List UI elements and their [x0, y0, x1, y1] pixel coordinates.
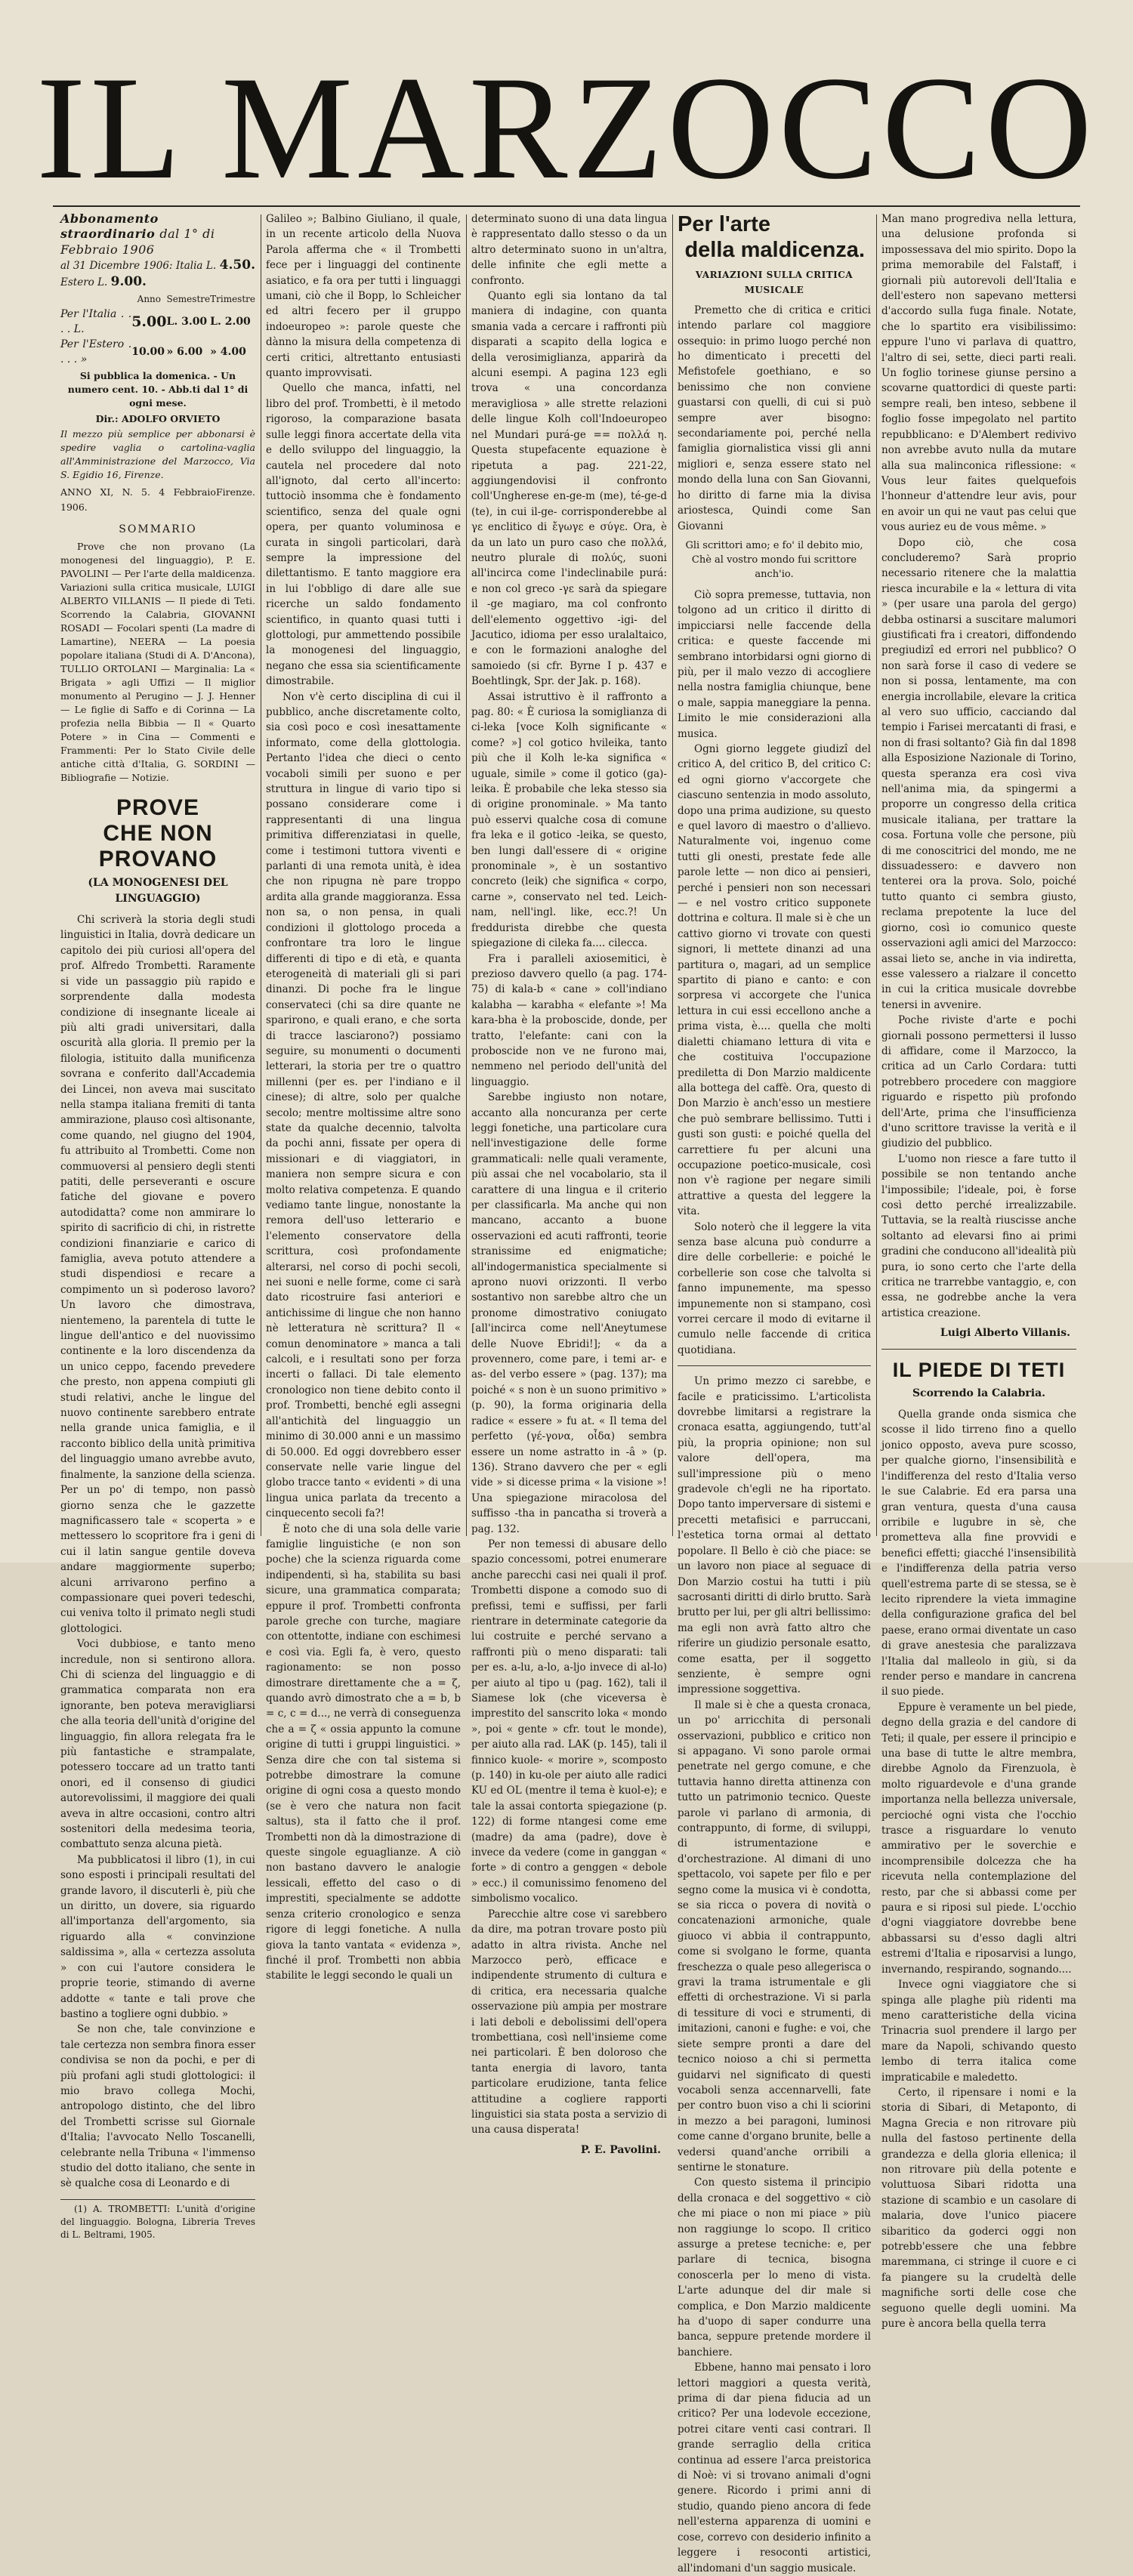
- issue-line: [60, 485, 255, 516]
- article2-paragraph: L'uomo non riesce a fare tutto il possibile se non tentando anche l'impossibile; l'ideale, poi, è forse così detto perché irrealizzabile. Tuttavia, se la realtà riuscisse anche soltanto ad elevarsi fino ai primi gradini che conducono all'idealità più pura, io sono certo che l'arte della critica ne trarrebbe vantaggio, e, con essa, ne godrebbe anche la vera artistica creazione.: [881, 1152, 1076, 1319]
- article1-paragraph: Quello che manca, infatti, nel libro del prof. Trombetti, è il metodo rigoroso, la comparazione basata sulle leggi finora accertate della vita e dello sviluppo del linguaggio, la cautela nel procedere dal noto all'ignoto, dal certo all'incerto: tuttociò insomma che è fondamento scientifico, senza del quale ogni opera, per quanto voluminosa e curata in singoli particolari, darà sempre la impressione del dilettantismo. E tanto maggiore era in lui l'obbligo di dare alle sue ricerche un saldo fondamento scientifico, in quanto quasi tutti i glottologi, pur ammettendo possibile la monogenesi del linguaggio, negano che essa sia scientificamente dimostrabile.: [266, 382, 461, 688]
- article1-paragraph: Parecchie altre cose vi sarebbero da dire, ma potran trovare posto più adatto in altra rivista. Anche nel Marzocco però, efficace e indipendente strumento di cultura e di critica, era necessaria qualche osservazione più ampia per mostrare i lati deboli e debolissimi dell'opera trombettiana, così nell'insieme come nei particolari. È ben doloroso che tanta energia di lavoro, tanta particolare erudizione, tanta felice attitudine a cogliere rapporti linguistici sia stata posta a servizio di una causa disperata!: [471, 1908, 667, 2136]
- article2-paragraph: Un primo mezzo ci sarebbe, e facile e praticissimo. L'articolista dovrebbe limitarsi a registrare la cronaca esatta, aggiungendo, tutt'al più, la propria opinione; non sul valore dell'opera, ma sull'impressione più o meno gradevole ch'egli ne ha riportato. Dopo tanto imperversare di sistemi e precetti metafisici e parruccani, l'estetica torna ormai al dettato popolare. Il Bello è ciò che piace: se un lavoro non piace al seguace di Don Marzio costui ha tutti i più sacrosanti diritti di dirlo brutto. Sarà brutto per lui, per gli altri bellissimo: ma egli non avrà fatto altro che riferire un giudizio personale esatto, come esatta, per il soggetto senziente, è sempre ogni impressione soggettiva.: [678, 1375, 871, 1696]
- article2-subtitle: VARIAZIONI SULLA CRITICA MUSICALE: [695, 270, 854, 296]
- col-year-label: Anno: [137, 294, 162, 305]
- article1-title-a: PROVE: [116, 795, 200, 821]
- subscription-instructions: Il mezzo più semplice per abbonarsi è spedire vaglia o cartolina-vaglia all'Amministrazione del Marzocco, Via S. Egidio 16, Firenze.: [60, 428, 255, 481]
- article1-paragraph: Galileo »; Balbino Giuliano, il quale, in un recente articolo della Nuova Parola afferma che « il Trombetti fece per i linguaggi del continente asiatico, e fa ora per tutti i linguaggi umani, ciò che il Bopp, lo Schleicher ed altri fecero per il gruppo indoeuropeo »: parole queste che dànno la misura della competenza di certi critici, altrettanto entusiasti quanto improvvisati.: [266, 213, 461, 380]
- issue-number: ANNO XI, N. 5. 4 Febbraio 1906.: [60, 486, 216, 514]
- column-5: [881, 211, 1076, 2331]
- masthead-title: IL MARZOCCO: [36, 46, 1097, 210]
- article1-paragraph: Assai istruttivo è il raffronto a pag. 80: « È curiosa la somiglianza di ci-leka [voce Kolh significante « come? »] col gotico hvileika, tanto più che il Kolh le-ka significa « uguale, simile » come il gotico (ga)-leika. È probabile che leka stesso sia di origine pronominale. » Ma tanto può esservi qualche cosa di comune fra leka e il gotico -leika, se questo, ben lungi dall'essere di « origine pronominale », è un sostantivo concreto (leik) che significa « corpo, carne », conservato nel ted. Leich-nam, nell'ingl. like, ecc.?! Un freddurista direbbe che questa spiegazione di cileka fa.... cilecca.: [471, 690, 667, 950]
- italy-row-label: Per l'Italia . . . . L.: [60, 308, 132, 336]
- article2-paragraph: Premetto che di critica e critici intendo parlare col maggiore ossequio: in primo luogo perché non ho dimenticato i precetti del Mefistofele goethiano, e so benissimo che non conviene guastarsi con quelli, di cui si può sempre aver bisogno: secondariamente poi, perché nella famiglia giornalistica vissi gli anni migliori e, senza essere stato nel mondo della luna con San Giovanni, ho diritto di farne mia la divisa ariostesca, Quindi come San Giovanni: [678, 304, 871, 532]
- price-table: [60, 292, 255, 367]
- article2-paragraph: Con questo sistema il principio della cronaca e del soggettivo « ciò che mi piace o non mi piace » più non raggiunge lo scopo. Il critico assurge a pretese tecniche: e, per parlare di tecnica, bisogna conoscerla per lo meno di vista. L'arte adunque del dir male si complica, e Don Marzio maldicente ha d'uopo di saper condurre una banca, seppure pretende mordere il banchiere.: [678, 2176, 871, 2359]
- article2-paragraph: Man mano progrediva nella lettura, una delusione profonda si impossessava del mio spirito. Dopo la prima memorabile del Falstaff, i giornali più autorevoli dell'Italia e dell'estero non sapevano mettersi d'accordo sulla fuga finale. Notate, che lo spartito era visibilissimo: eppure l'uno vi parlava di quattro, l'altro di sei, sette, dieci parti reali. Un foglio torinese giunse persino a scovarne quattordici di queste parti: sempre reali, ben inteso, sebbene il foglio fosse impegolato nel partito repubblicano: e D'Alembert redivivo non avrebbe avuto nulla da mutare alla sua malinconica riflessione: « Vous leur faites quelquefois l'honneur d'attendre leur avis, pour en avoir un qui ne vaut pas celui que vous auriez eu de vous même. »: [881, 213, 1076, 534]
- article3-paragraph: Quella grande onda sismica che scosse il lido tirreno fino a quello jonico opposto, aveva pure scosso, per qualche giorno, l'insensibilità e l'indifferenza del resto d'Italia verso le sue Calabrie. Ed era parsa una gran ventura, questa d'una causa orribile e lugubre in sè, che prometteva alla fine provvidi e benefici effetti; giacché l'insensibilità e l'indifferenza della patria verso quell'estrema parte di se stessa, se è lecito riprendere la vieta immagine della configurazione grafica del bel paese, erano ormai diventate un caso di grave anestesia che paralizzava l'Italia dal malleolo in giù, si da render perso e mandare in cancrena il suo piede.: [881, 1408, 1076, 1698]
- column-rule-4: [876, 214, 877, 1536]
- article1-paragraph: Sarebbe ingiusto non notare, accanto alla noncuranza per certe leggi fonetiche, una particolare cura nell'investigazione delle forme grammaticali: nelle quali veramente, più assai che nel vocabolario, sta il carattere di una lingua e il criterio per classificarla. Ma anche qui non mancano, accanto a buone osservazioni ed acuti raffronti, teorie stranissime ed enigmatiche; all'indogermanistica specialmente si aprono nuovi orizzonti. Il verbo sostantivo non sarebbe altro che un pronome dimostrativo coniugato [all'incirca come nell'Aneytumese delle Nuove Ebridi!]; « da a provennero, come pare, i temi ar- e as- del verbo essere » (pag. 137); ma poiché « s non è un suono primitivo » (p. 90), la forma originaria della radice « essere » fu at. « Il tema del perfetto (γέ-γονα, οἶδα) sembra essere un nome astratto in -â » (p. 136). Strano davvero che per « egli vide » si dicesse prima « la visione »! Una spiegazione miracolosa del suffisso -tha in pancatha si troverà a pag. 132.: [471, 1091, 667, 1535]
- section-separator: [881, 1349, 1076, 1350]
- article1-paragraph: È noto che di una sola delle varie famiglie linguistiche (e non son poche) che la scienza riguarda come indipendenti, sì ha, stabilita su basi sicure, una grammatica comparata; eppure il prof. Trombetti confronta parole greche con turche, magiare con ottentotte, indiane con eschimesi e così via. Egli fa, è vero, questo ragionamento: se non posso dimostrare direttamente che a = ζ, quando avrò dimostrato che a = b, b = c, c = d..., ne verrà di conseguenza che a = ζ « ossia appunto la comune origine di tutti i gruppi linguistici. » Senza dire che con tal sistema si potrebbe dimostrare la comune origine di ogni cosa a questo mondo (se è vero che natura non facit saltus), sta il fatto che il prof. Trombetti non dà la dimostrazione di queste singole eguaglianze. A ciò non bastano davvero le analogie lessicali, effetto del caso o di imprestiti, specialmente se addotte senza criterio cronologico e senza rigore di leggi fonetiche. A nulla giova la tanto vantata « evidenza », finché il prof. Trombetti non abbia stabilite le leggi secondo le quali un: [266, 1522, 461, 1982]
- publication-note: Si pubblica la domenica. - Un numero cent. 10. - Abb.ti dal 1° di ogni mese.: [67, 370, 249, 409]
- abroad-row-label: Per l'Estero . . . . »: [60, 338, 132, 366]
- article3-paragraph: Invece ogni viaggiatore che si spinga alle plaghe più ridenti ma meno caratteristiche della vicina Trinacria suol prendere il largo per mare da Napoli, schivando questo lembo di terra italica come impraticabile e maledetto.: [881, 1979, 1076, 2084]
- section-separator: [678, 1365, 871, 1366]
- article3-title: IL PIEDE DI TETI: [892, 1358, 1066, 1381]
- subscription-offer: al 31 Dicembre 1906: Italia L. 4.50. Estero L. 9.00.: [60, 258, 255, 289]
- article2-paragraph: Ogni giorno leggete giudizî del critico A, del critico B, del critico C: ed ogni giorno v'accorgete che ciascuno sentenzia in modo assoluto, dopo una prima audizione, su questo e quel lavoro di maestro o d'allievo. Naturalmente voi, ingenuo come tutti gli onesti, prestate fede alle parole lette — non dico ai pensieri, perché i pensieri non son necessari — e nel vostro critico supponete dottrina e coltura. Il male si è che un cattivo giorno vi trovate con questi signori, li mettete dinanzi ad una partitura o, magari, ad un semplice spartito di piano e canto: e con sorpresa vi accorgete che l'unica lettura in cui essi eccellono anche a prima vista, è.... quella che molti dialetti chiamano lettura di vita e che costituiva l'occupazione prediletta di Don Marzio maldicente alla bottega del caffè. Ora, questo di Don Marzio è anch'esso un mestiere che può sembrare bellissimo. Tutti i gusti son gusti: e poiché quella del carrettiere fu per alcuni una occupazione poetico-musicale, così non v'è ragione per negare simili attrattive a questa del leggere la vita.: [678, 742, 871, 1218]
- article1-paragraph: Se non che, tale convinzione e tale certezza non sembra finora esser condivisa se non da pochi, e per di più profani agli studi glottologici: il mio bravo collega Mochi, antropologo distinto, che del libro del Trombetti scrisse sul Giornale d'Italia; l'avvocato Nello Toscanelli, celebrante nella Tribuna « l'immenso studio del dotto italiano, che sente in sè qualche cosa di Leonardo e di: [60, 2023, 255, 2190]
- subscription-heading: Abbonamento straordinario dal 1° di Febbraio 1906: [60, 211, 215, 257]
- sommario-text: Prove che non provano (La monogenesi del linguaggio), P. E. PAVOLINI — Per l'arte della maldicenza. Variazioni sulla critica musicale, LUIGI ALBERTO VILLANIS — Il piede di Teti. Scorrendo la Calabria, GIOVANNI ROSADI — Focolari spenti (La madre di Lamartine), NEERA — La poesia popolare italiana (Studi di A. D'Ancona), TULLIO ORTOLANI — Marginalia: La « Brigata » agli Uffizi — Il miglior monumento al Perugino — J. J. Henner — Le figlie di Saffo e di Corinna — La profezia nella Bibbia — Il « Quarto Potere » in Cina — Commenti e Frammenti: Per lo Stato Civile delle antiche città d'Italia, G. SORDINI — Bibliografie — Notizie.: [60, 541, 255, 784]
- col-trimester-label: Trimestre: [210, 294, 255, 305]
- article1-paragraph: Ma pubblicatosi il libro (1), in cui sono esposti i principali resultati del grande lavoro, il discuterli è, più che un diritto, un dovere, sia riguardo all'importanza dell'argomento, sia riguardo alla « convinzione saldissima », alla « certezza assoluta » con cui l'autore considera le proprie teorie, stimando di averne addotte « tante e tali prove che bastino a togliere ogni dubbio. »: [60, 1853, 255, 2020]
- article2-paragraph: Dopo ciò, che cosa concluderemo? Sarà proprio necessario ritenere che la malattia riesca incurabile e la « lettura di vita » (per usare una parola del gergo) debba ostinarsi a suscitare malumori giustificati fra i creatori, diffondendo pregiudizî ed errori nel pubblico? O non sarà forse il caso di vedere se non si possa, lentamente, ma con energia incrollabile, elevare la critica al vero suo ufficio, cacciando dal tempio i Farisei mercatanti di frasi, e non di frasi soltanto? Già fin dal 1898 alla Esposizione Nazionale di Torino, questa speranza era così viva nell'anima mia, da spingermi a proporre un congresso della critica musicale italiana, per trattare la cosa. Fortuna volle che persone, più di me conoscitrici del mondo, me ne dissuadessero: e davvero non tenterei ora la prova. Solo, poiché tutto quanto ci sembra giusto, reclama prepotente la luce del giorno, così io comunico queste osservazioni agli amici del Marzocco: assai lieto se, anche in via indiretta, esse valessero a rialzare il concetto in cui la critica musicale dovrebbe tenersi in avvenire.: [881, 536, 1076, 1011]
- col-semester-label: Semestre: [166, 294, 211, 305]
- director-line: Dir.: ADOLFO ORVIETO: [95, 413, 221, 425]
- article2-paragraph: Il male si è che a questa cronaca, un po' arricchita di personali osservazioni, pubblico e critico non si appagano. Vi sono parole ormai penetrate nel gergo comune, e che tuttavia hanno diretta attinenza con tutto un patrimonio tecnico. Queste parole vi parlano di armonia, di contrappunto, di forme, di sviluppi, di istrumentazione e d'orchestrazione. Al dimani di uno spettacolo, voi sapete per filo e per segno come la musica vi è condotta, se sia ricca o povera di novità o concatenazioni armoniche, quale giuoco vi abbia il contrappunto, come si svolgano le forme, quanta freschezza o quale peso allegerisca o gravi la trama istrumentale e gli effetti di orchestrazione. Vi si parla di tessiture di voci e strumenti, di imitazioni, canoni e fughe: e voi, che siete sempre pronti a dare del tecnico noioso a chi si permetta guidarvi nel significato di questi vocaboli senza accennarvelli, fate per contro buon viso a chi li sciorini in mezzo a bei paragoni, luminosi come canne d'organo brunite, belle a vedersi quand'anche orribili a sentirne le stonature.: [678, 1698, 871, 2173]
- article2-title-b: della maldicenza.: [684, 238, 865, 262]
- quote-line-1: Gli scrittori amo; e fo' il debito mio,: [685, 539, 863, 551]
- article2-quote: [678, 538, 871, 582]
- abroad-trimester-price: » 4.00: [210, 346, 246, 359]
- italy-year-price: 5.00: [131, 313, 167, 331]
- italy-trimester-price: L. 2.00: [210, 316, 251, 329]
- article2-paragraph: Ciò sopra premesse, tuttavia, non tolgono ad un critico il diritto di impicciarsi nelle faccende della critica: e queste faccende mi sembrano intorbidarsi ogni giorno di più, per il malo vezzo di accogliere nella nostra famiglia chiunque, bene o male, sappia maneggiare la penna. Limito le mie considerazioni alla musica.: [678, 588, 871, 740]
- column-1: [60, 211, 255, 2240]
- article1-paragraph: determinato suono di una data lingua è rappresentato dallo stesso o da un altro determinato suono in un'altra, delle infinite che egli mette a confronto.: [471, 213, 667, 287]
- sommario-heading: SOMMARIO: [119, 523, 197, 535]
- article3-subtitle: Scorrendo la Calabria.: [912, 1387, 1046, 1399]
- article1-signature: P. E. Pavolini.: [580, 2143, 661, 2156]
- article1-paragraph: Chi scriverà la storia degli studi linguistici in Italia, dovrà dedicare un capitolo dei più curiosi all'opera del prof. Alfredo Trombetti. Raramente si vide un passaggio più rapido e sorprendente dalla modesta condizione di insegnante liceale ai più alti gradi universitari, dalla oscurità alla gloria. Il premio per la filologia, istituito dalla munificenza sovrana e conferito dall'Accademia dei Lincei, non aveva mai suscitato nella stampa italiana fremiti di tanta ammirazione, plauso così altisonante, come quando, nel giugno del 1904, fu attribuito al Trombetti. Come non commuoversi al pensiero degli stenti patiti, delle perseveranti e oscure fatiche del giovane e povero autodidatta? come non ammirare lo spirito di sacrificio di chi, in ristrette condizioni finanziarie e carico di famiglia, aveva potuto attendere a studi dispendiosi e recare a compimento un sì poderoso lavoro? Un lavoro che dimostrava, nientemeno, la parentela di tutte le lingue dell'antico e del nuovissimo continente e la loro discendenza da un unico ceppo, facendo prevedere che presto, non appena compiuti gli studi relativi, anche le lingue del nuovo continente sarebbero entrate nella grande unica famiglia, e il racconto biblico della unità primitiva del linguaggio umano avrebbe avuto, finalmente, la sanzione della scienza. Per un po' di tempo, non passò giorno senza che le gazzette magnificassero tale « scoperta » e mettessero lo scopritore fra i geni di cui il latin sangue gentile doveva andare maggiormente superbo; alcuni arrivarono perfino a compassionare quei poveri tedeschi, cui veniva tolto il primato negli studi glottologici.: [60, 914, 255, 1635]
- article3-paragraph: Certo, il ripensare i nomi e la storia di Sibari, di Metaponto, di Magna Grecia e non ritrovare più nulla del fastoso pertinente della grandezza e della gloria ellenica; il non ritrovare più della potente e voluttuosa Sibari ridotta una stazione di scambio e un casolare di malaria, dove l'unico piacere sibaritico da goderci oggi non potrebb'essere che una febbre maremmana, ci stringe il cuore e ci fa piangere su la crudeltà delle magnifiche sorti delle cose che seguono quelle degli uomini. Ma pure è ancora bella quella terra: [881, 2086, 1076, 2331]
- article1-subtitle: (LA MONOGENESI DEL LINGUAGGIO): [88, 877, 228, 905]
- article1-paragraph: Per non temessi di abusare dello spazio concessomi, potrei enumerare anche parecchi casi nei quali il prof. Trombetti dispone a comodo suo di prefissi, temi e suffissi, per farli rientrare in determinate categorie da lui costruite e perché servano a raffronti più o meno disparati: tali per es. a-lu, a-lo, a-ljo invece di al-lo) per aiuto al tipo u (pag. 162), tali il Siamese lok (che viceversa è imprestito del sanscrito loka « mondo », poi « gente » cfr. tout le monde), per aiuto alla rad. LAK (p. 145), tali il finnico kuole- « morire », scomposto (p. 140) in ku-ole per aiuto alle radici KU ed OL (mentre il tema è kuol-e); e tale la assai contorta spiegazione (p. 122) di forme ntangesi come eme (madre) da ama (padre), dove è invece da vedere (come in ganggan « forte » di contro a genggen « debole » ecc.) il comunissimo fenomeno del simbolismo vocalico.: [471, 1538, 667, 1905]
- issue-city: Firenze.: [215, 486, 255, 498]
- column-4: [678, 211, 871, 2574]
- article2-paragraph: Ebbene, hanno mai pensato i loro lettori maggiori a questa verità, prima di dar piena fiducia ad un critico? Per una lodevole eccezione, potrei citare venti casi contrari. Il grande serraglio della critica continua ad essere l'arca preistorica di Noè: vi si trovano animali d'ogni genere. Ricordo i primi anni di studio, quando pieno ancora di fede nell'esterna apparenza di uomini e cose, correvo con desiderio infinito a leggere i resoconti artistici, all'indomani d'un saggio musicale.: [678, 2362, 871, 2574]
- article1-paragraph: Non v'è certo disciplina di cui il pubblico, anche discretamente colto, sia così poco e così inesattamente informato, come della glottologia. Pertanto l'idea che dieci o cento vocaboli simili per suono e per struttura in lingue di vario tipo si possano considerare come i rappresentanti di una lingua primitiva differenziatasi in quelle, come i testimoni tuttora viventi e parlanti di una remota unità, è idea che non ripugna nè pare troppo ardita alla grande maggioranza. Essa non sa, o non pensa, in quali condizioni il glottologo proceda a confrontare tra loro le lingue differenti di tipo e di età, e quanta eterogeneità di materiali gli si pari dinanzi. Di poche fra le lingue conservateci (chi sa dire quante ne sparirono, e quali erano, e che sorta di tracce lasciarono?) possiamo seguire, su monumenti o documenti letterari, la storia per tre o quattro millenni (per es. per l'indiano e il cinese); di altre, solo per qualche secolo; mentre moltissime altre sono state da qualche decennio, talvolta da pochi anni, fissate per opera di missionari e di viaggiatori, in maniera non sempre sicura e con molto relativa competenza. E quando vediamo tante lingue, nonostante la remora dell'uso letterario e l'elemento conservatore della scrittura, così profondamente alterarsi, nel corso di pochi secoli, nei suoni e nelle forme, come ci sarà dato ricostruire fasi anteriori e antichissime di lingue che non hanno nè letteratura nè scrittura? Il « comun denominatore » manca a tali calcoli, e i resultati sono per forza incerti o fallaci. Di tale elemento cronologico non tiene debito conto il prof. Trombetti, benché egli assegni all'antichità del linguaggio un minimo di 30.000 anni e un massimo di 50.000. Ed oggi dovrebbero esser conservate nelle varie lingue del globo tracce tanto « evidenti » di una lingua unica parlata da trecento a cinquecento secoli fa?!: [266, 690, 461, 1520]
- column-3: [471, 211, 667, 2156]
- article3-paragraph: Eppure è veramente un bel piede, degno della grazia e del candore di Teti; il quale, per essere il principio e una base di tutte le altre membra, direbbe Agnolo da Firenzuola, è molto riguardevole e d'una grande importanza nella bellezza universale, percioché ogni vista che l'occhio trasce a risguardare lo venuto ammirativo per le soverchie e incomprensibile dolcezza che ha ricevuta nella contemplazione del resto, par che si abbassi come per paura e si riposi sul piede. L'occhio d'ogni viaggiatore dovrebbe bene abbassarsi su d'esso dagli altri estremi d'Italia e riposarvisi a lungo, invernando, respirando, sognando....: [881, 1701, 1076, 1976]
- article1-paragraph: Quanto egli sia lontano da tal maniera di indagine, con quanta smania vada a cercare i raffronti più disparati a scapito della logica e della verosimiglianza, apparirà da alcuni esempi. A pagina 123 egli trova « una concordanza meravigliosa » alle strette relazioni delle lingue Kolh coll'Indoeuropeo nel Mundari purá-ge == πολλά η. Questa stupefacente equazione è ripetuta a pag. 221-22, aggiungendovisi il confronto coll'Ungherese en-ge-m (me), té-ge-d (te), in cui il-ge- corrisponderebbe al γε enclitico di ἔγωγε e σύγε. Ora, è da un lato un puro caso che πολλά, neutro plurale di πολύς, suoni all'incirca come l'indeclinabile purá: e non col greco -γε sarà da spiegare il -ge magiaro, ma col confronto dell'elemento oggettivo -igi- del Jacutico, idioma per esso uralaltaico, e con le formazioni analoghe del samoiedo (si cfr. Byrne I p. 437 e Boehtlingk, Spr. der Jak. p. 168).: [471, 290, 667, 688]
- quote-line-2: Chè al vostro mondo fui scrittore anch'io.: [691, 554, 857, 580]
- article2-paragraph: Poche riviste d'arte e pochi giornali possono permettersi il lusso di affidare, come il Marzocco, la critica ad un Carlo Cordara: tutti potrebbero procedere con maggiore riguardo e rispetto più profondo dell'Arte, prima che l'insufficienza d'uno scrittore travisse la verità e il giudizio del pubblico.: [881, 1014, 1076, 1150]
- article1-title-b: CHE NON PROVANO: [98, 821, 218, 872]
- abroad-year-price: 10.00: [131, 346, 165, 359]
- article2-paragraph: Solo noterò che il leggere la vita senza base alcuna può condurre a dire delle corbellerie: e poiché le corbellerie son cose che talvolta si fanno impunemente, ma spesso impunemente non si stampano, così vorrei cercare il modo di evitarne il cumulo nelle faccende di critica quotidiana.: [678, 1220, 871, 1356]
- column-rule-2: [466, 214, 467, 1536]
- masthead-rule: [53, 205, 1080, 207]
- italy-semester-price: L. 3.00: [166, 316, 208, 329]
- column-2: [266, 211, 461, 1982]
- abroad-semester-price: » 6.00: [166, 346, 203, 359]
- column-rule-3: [672, 214, 673, 1536]
- article1-paragraph: Fra i paralleli axiosemitici, è prezioso davvero quello (a pag. 174-75) di kala-b « cane » coll'indiano kalabha — karabha « elefante »! Ma kara-bha è la proboscide, donde, per tratto, l'elefante: cani con la proboscide non ve ne furono mai, nemmeno nel periodo dell'unità del linguaggio.: [471, 952, 667, 1088]
- article1-paragraph: Voci dubbiose, e tanto meno incredule, non si sentirono allora. Chi di scienza del linguaggio e di grammatica comparata non era ignorante, ben poteva meravigliarsi che alla teoria dell'unità d'origine del linguaggio, fin allora relegata fra le più fantastiche e strampalate, potessero toccare ad un tratto tanti onori, ed il consenso di giudici autorevolissimi, il maggiore dei quali aveva in altre occasioni, contro altri sostenitori della medesima teoria, combattuto senza alcuna pietà.: [60, 1638, 255, 1851]
- article1-footnote: (1) A. TROMBETTI: L'unità d'origine del linguaggio. Bologna, Libreria Treves di L. Beltrami, 1905.: [60, 2199, 255, 2241]
- article2-signature: Luigi Alberto Villanis.: [940, 1327, 1070, 1340]
- article2-title-a: Per l'arte: [678, 212, 770, 236]
- subscription-box: [60, 211, 255, 516]
